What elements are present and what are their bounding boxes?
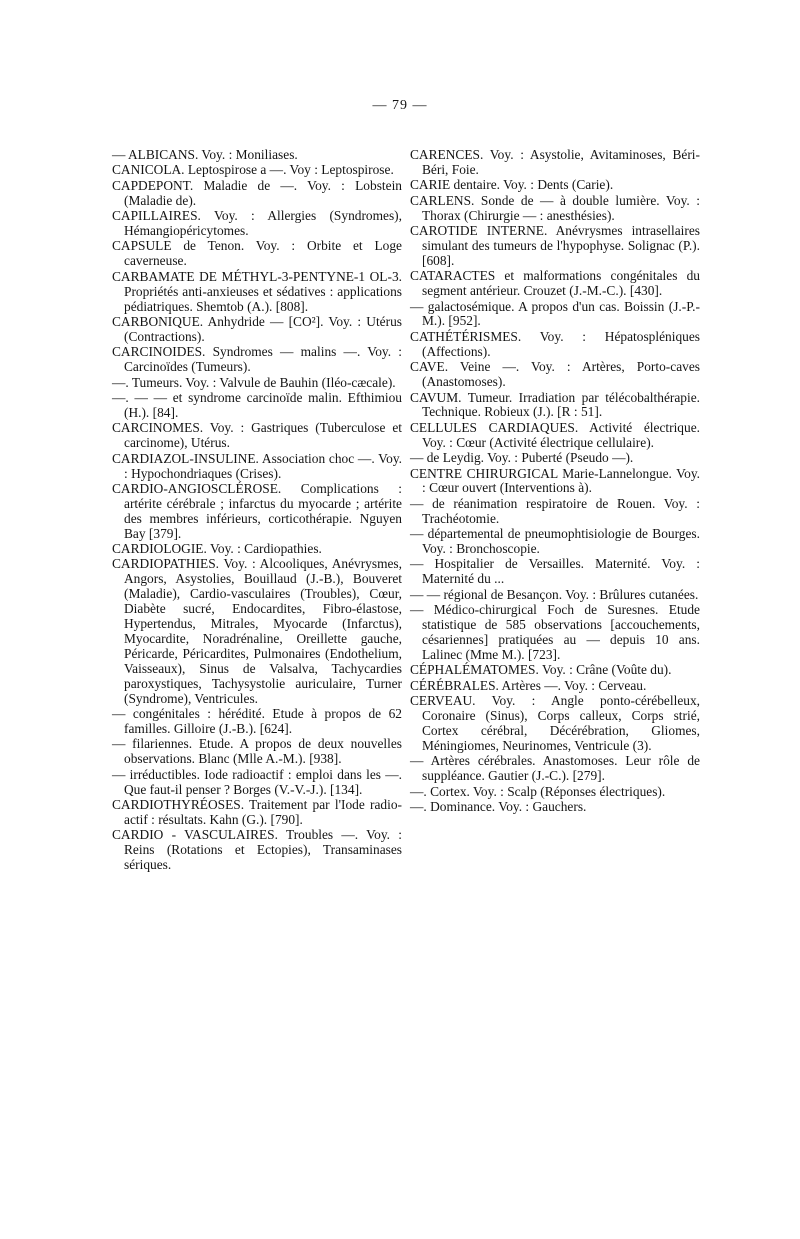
index-entry: CAVE. Veine —. Voy. : Artères, Porto-caves (Anastomoses). — [410, 359, 700, 390]
index-entry: CARDIO - VASCULAIRES. Troubles —. Voy. : Reins (Rotations et Ectopies), Transaminases sériques. — [112, 827, 402, 873]
index-entry: CARIE dentaire. Voy. : Dents (Carie). — [410, 177, 614, 193]
index-entry: CARDIO-ANGIOSCLÉROSE. Complications : artérite cérébrale ; infarctus du myocarde ; artérite des membres inférieurs, corticothérapie. Nguyen Bay [379]. — [112, 480, 402, 541]
index-entry: CÉPHALÉMATOMES. Voy. : Crâne (Voûte du). — [410, 662, 672, 678]
index-entry: CAPSULE de Tenon. Voy. : Orbite et Loge caverneuse. — [112, 238, 402, 269]
index-entry: CAPDEPONT. Maladie de —. Voy. : Lobstein (Maladie de). — [112, 177, 402, 208]
index-entry: — galactosémique. A propos d'un cas. Boissin (J.-P.-M.). [952]. — [410, 298, 700, 329]
index-entry: CARLENS. Sonde de — à double lumière. Voy. : Thorax (Chirurgie — : anesthésies). — [410, 192, 700, 223]
index-entry: CATHÉTÉRISMES. Voy. : Hépatospléniques (Affections). — [410, 328, 700, 359]
index-entry: — de Leydig. Voy. : Puberté (Pseudo —). — [410, 450, 634, 466]
index-entry: CANICOLA. Leptospirose a —. Voy : Leptospirose. — [112, 162, 394, 178]
index-entry: — ALBICANS. Voy. : Moniliases. — [112, 147, 298, 162]
index-entry: CARCINOMES. Voy. : Gastriques (Tuberculose et carcinome), Utérus. — [112, 420, 402, 451]
index-entry: — de réanimation respiratoire de Rouen. Voy. : Trachéotomie. — [410, 495, 700, 526]
index-entry: — congénitales : hérédité. Etude à propos de 62 familles. Gilloire (J.-B.). [624]. — [112, 706, 402, 736]
index-entry: CARCINOIDES. Syndromes — malins —. Voy. : Carcinoïdes (Tumeurs). — [112, 344, 402, 375]
index-entry: — Artères cérébrales. Anastomoses. Leur rôle de suppléance. Gautier (J.-C.). [279]. — [410, 753, 700, 784]
left-column — [112, 148, 402, 874]
index-entry: —. Tumeurs. Voy. : Valvule de Bauhin (Iléo-cæcale). — [112, 374, 396, 390]
index-entry: CARDIOPATHIES. Voy. : Alcooliques, Anévrysmes, Angors, Asystolies, Bouillaud (J.-B.), Bouveret (Maladie), Cardio-vasculaires (Troubles), Cœur, Diabète sucré, Endocardites, Fibro-élastose, Hypertendus, Mitrales, Myocarde (Infarctus), Myocardite, Noradrénaline, Oreillette gauche, Péricarde, Péricardites, Pulmonaires (Endothelium, Vaisseaux), Sinus de Valsalva, Tachycardies paroxystiques, Tachysystolie auriculaire, Turner (Syndrome), Ventricules. — [112, 556, 402, 706]
index-entry: — irréductibles. Iode radioactif : emploi dans les —. Que faut-il penser ? Borges (V.-V.-J.). [134]. — [112, 766, 402, 797]
index-entry: — Hospitalier de Versailles. Maternité. Voy. : Maternité du ... — [410, 556, 700, 587]
index-entry: — filariennes. Etude. A propos de deux nouvelles observations. Blanc (Mlle A.-M.). [938]. — [112, 736, 402, 767]
index-entry: —. — — et syndrome carcinoïde malin. Efthimiou (H.). [84]. — [112, 390, 402, 420]
index-entry: CARBONIQUE. Anhydride — [CO²]. Voy. : Utérus (Contractions). — [112, 313, 402, 344]
index-entry: CARDIAZOL-INSULINE. Association choc —. Voy. : Hypochondriaques (Crises). — [112, 450, 402, 481]
index-entry: —. Cortex. Voy. : Scalp (Réponses électriques). — [410, 783, 666, 799]
index-entry: CELLULES CARDIAQUES. Activité électrique. Voy. : Cœur (Activité électrique cellulaire). — [410, 419, 700, 450]
index-entry: — Médico-chirurgical Foch de Suresnes. Etude statistique de 585 observations [accouchements, césariennes] pratiquées au — depuis 10 ans. Lalinec (Mme M.). [723]. — [410, 602, 700, 662]
index-entry: CAPILLAIRES. Voy. : Allergies (Syndromes), Hémangiopéricytomes. — [112, 208, 402, 239]
index-entry: — — régional de Besançon. Voy. : Brûlures cutanées. — [410, 586, 699, 602]
index-entry: CARENCES. Voy. : Asystolie, Avitaminoses, Béri-Béri, Foie. — [410, 147, 700, 177]
index-entry: CAROTIDE INTERNE. Anévrysmes intrasellaires simulant des tumeurs de l'hypophyse. Solignac (P.). [608]. — [410, 223, 700, 268]
right-column — [410, 148, 700, 815]
index-entry: — départemental de pneumophtisiologie de Bourges. Voy. : Bronchoscopie. — [410, 526, 700, 557]
index-entry: —. Dominance. Voy. : Gauchers. — [410, 798, 587, 814]
index-entry: CAVUM. Tumeur. Irradiation par télécobalthérapie. Technique. Robieux (J.). [R : 51]. — [410, 389, 700, 420]
index-entry: CÉRÉBRALES. Artères —. Voy. : Cerveau. — [410, 677, 647, 693]
index-entry: CARBAMATE DE MÉTHYL-3-PENTYNE-1 OL-3. Propriétés anti-anxieuses et sédatives : applications pédiatriques. Shemtob (A.). [808]. — [112, 268, 402, 314]
index-entry: CARDIOTHYRÉOSES. Traitement par l'Iode radio-actif : résultats. Kahn (G.). [790]. — [112, 796, 402, 827]
index-entry: CERVEAU. Voy. : Angle ponto-cérébelleux, Coronaire (Sinus), Corps calleux, Corps strié, Cortex cérébral, Décérébration, Gliomes, Méningiomes, Neurinomes, Ventricule (3). — [410, 693, 700, 753]
index-entry: CARDIOLOGIE. Voy. : Cardiopathies. — [112, 541, 322, 557]
index-entry: CATARACTES et malformations congénitales du segment antérieur. Crouzet (J.-M.-C.). [430]. — [410, 268, 700, 299]
index-entry: CENTRE CHIRURGICAL Marie-Lannelongue. Voy. : Cœur ouvert (Interventions à). — [410, 465, 700, 496]
page-number: — 79 — — [372, 98, 428, 113]
